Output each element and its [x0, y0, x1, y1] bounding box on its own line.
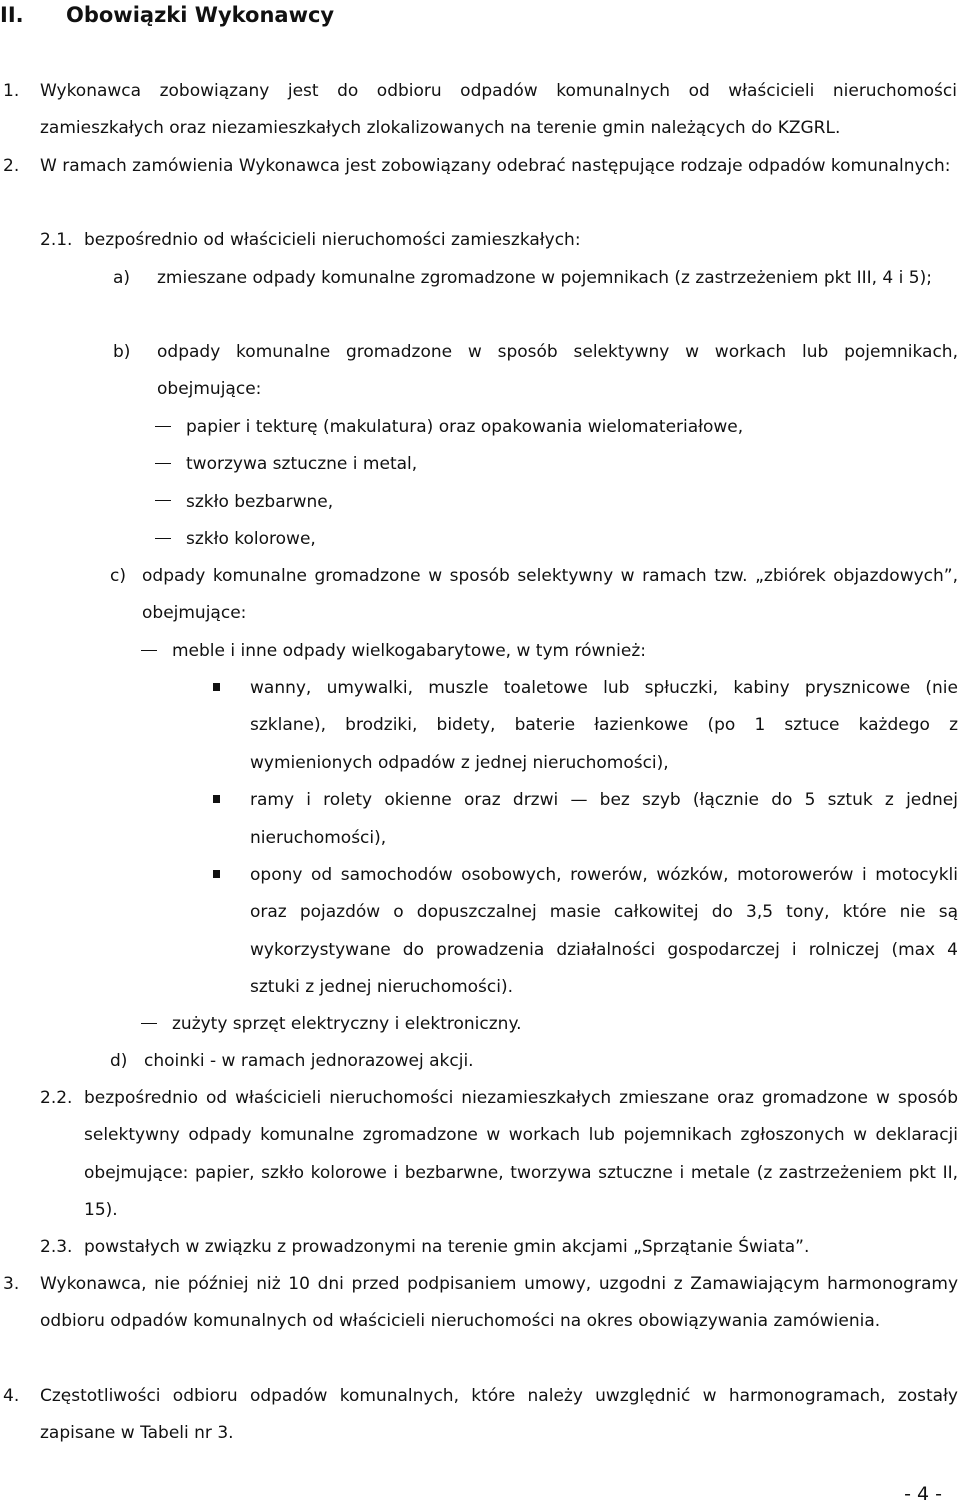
paragraph-2: [3, 148, 957, 185]
list-item: [155, 409, 955, 446]
item-c-dash-2-text: zużyty sprzęt elektryczny i elektroniczny.: [172, 1014, 522, 1034]
item-a-text: zmieszane odpady komunalne zgromadzone w pojemnikach (z zastrzeżeniem pkt III, 4 i 5);: [157, 268, 932, 288]
item-d-label: d): [110, 1051, 128, 1071]
square-bullet-icon: [213, 870, 220, 878]
list-item-text: szkło bezbarwne,: [186, 491, 334, 512]
item-c-dash-1: [141, 633, 958, 670]
dash-icon: [155, 463, 171, 464]
paragraph-3-text: Wykonawca, nie później niż 10 dni przed podpisaniem umowy, uzgodni z Zamawiającym harmonogramy odbioru odpadów komunalnych od właścicieli nieruchomości na okres obowiązywania zamówienia.: [40, 1274, 958, 1332]
paragraph-4-text: Częstotliwości odbioru odpadów komunalnych, które należy uwzględnić w harmonogramach, zostały zapisane w Tabeli nr 3.: [40, 1386, 958, 1444]
list-item: [155, 446, 955, 483]
paragraph-2-2-number: 2.2.: [40, 1088, 73, 1108]
paragraph-2-3: [40, 1229, 958, 1266]
list-item: [213, 782, 958, 857]
paragraph-2-2-text: bezpośrednio od właścicieli nieruchomości niezamieszkałych zmieszane oraz gromadzone w sposób selektywny odpady komunalne zgromadzone w workach lub pojemnikach zgłoszonych w deklaracji obejmujące: papier, szkło kolorowe i bezbarwne, tworzywa sztuczne i metale (z zastrzeżeniem pkt II, 15).: [84, 1088, 958, 1221]
item-d: [110, 1043, 958, 1080]
dash-bullet: [141, 1006, 172, 1043]
paragraph-4: [3, 1378, 958, 1453]
item-b-text: odpady komunalne gromadzone w sposób selektywny w workach lub pojemnikach, obejmujące:: [157, 342, 958, 400]
item-c-dash-1-text: meble i inne odpady wielkogabarytowe, w tym również:: [172, 641, 646, 661]
paragraph-2-1-number: 2.1.: [40, 230, 73, 250]
paragraph-2-number: 2.: [3, 156, 20, 176]
paragraph-1: [3, 73, 957, 148]
section-number: II.: [0, 3, 24, 27]
dash-icon: [155, 500, 171, 501]
list-item-text: wanny, umywalki, muszle toaletowe lub spłuczki, kabiny prysznicowe (nie szklane), brodziki, bidety, baterie łazienkowe (po 1 sztuce każdego z wymienionych odpadów z jednej nieruchomości),: [250, 678, 958, 773]
page-number: - 4 -: [904, 1483, 942, 1505]
list-item-text: ramy i rolety okienne oraz drzwi — bez szyb (łącznie do 5 sztuk z jednej nieruchomości),: [250, 790, 958, 848]
list-item-text: szkło kolorowe,: [186, 529, 316, 550]
list-item: [213, 857, 958, 1007]
dash-icon: [155, 426, 171, 427]
item-a: [113, 260, 958, 297]
dash-icon: [141, 1023, 157, 1024]
dash-bullet: [155, 446, 186, 483]
paragraph-4-number: 4.: [3, 1386, 20, 1406]
section-heading: [0, 0, 334, 30]
square-bullet-icon: [213, 795, 220, 803]
paragraph-2-1-text: bezpośrednio od właścicieli nieruchomości zamieszkałych:: [84, 230, 581, 250]
item-d-text: choinki - w ramach jednorazowej akcji.: [144, 1051, 474, 1071]
paragraph-2-1: [40, 222, 957, 259]
list-item: [155, 484, 955, 521]
dash-icon: [155, 538, 171, 539]
dash-bullet: [155, 521, 186, 558]
list-item: [213, 670, 958, 782]
paragraph-2-text: W ramach zamówienia Wykonawca jest zobowiązany odebrać następujące rodzaje odpadów komunalnych:: [40, 156, 951, 176]
item-c: [110, 558, 958, 633]
list-item-text: papier i tekturę (makulatura) oraz opakowania wielomateriałowe,: [186, 417, 744, 437]
item-c-sub-list: [213, 670, 958, 1007]
list-item-text: opony od samochodów osobowych, rowerów, wózków, motorowerów i motocykli oraz pojazdów o dopuszczalnej masie całkowitej do 3,5 tony, które nie są wykorzystywane do prowadzenia działalności gospodarczej i rolniczej (max 4 sztuki z jednej nieruchomości).: [250, 865, 958, 998]
item-c-dash-2: [141, 1006, 958, 1043]
section-title: Obowiązki Wykonawcy: [66, 3, 335, 27]
square-bullet-icon: [213, 683, 220, 691]
dash-bullet: [141, 633, 172, 670]
paragraph-3: [3, 1266, 958, 1341]
paragraph-1-text: Wykonawca zobowiązany jest do odbioru odpadów komunalnych od właścicieli nieruchomości zamieszkałych oraz niezamieszkałych zlokalizowanych na terenie gmin należących do KZGRL.: [40, 81, 957, 139]
dash-bullet: [155, 484, 186, 521]
item-a-label: a): [113, 268, 131, 288]
paragraph-1-number: 1.: [3, 81, 20, 101]
paragraph-3-number: 3.: [3, 1274, 20, 1294]
item-c-text: odpady komunalne gromadzone w sposób selektywny w ramach tzw. „zbiórek objazdowych”, obejmujące:: [142, 566, 958, 624]
square-bullet: [213, 782, 250, 857]
item-b-list: [155, 409, 955, 559]
dash-bullet: [155, 409, 186, 446]
square-bullet: [213, 857, 250, 1007]
paragraph-2-3-number: 2.3.: [40, 1237, 73, 1257]
list-item: [155, 521, 955, 558]
paragraph-2-3-text: powstałych w związku z prowadzonymi na terenie gmin akcjami „Sprzątanie Świata”.: [84, 1237, 810, 1257]
square-bullet: [213, 670, 250, 782]
item-c-label: c): [110, 566, 126, 586]
list-item-text: tworzywa sztuczne i metal,: [186, 454, 418, 475]
item-b-label: b): [113, 342, 131, 362]
dash-icon: [141, 650, 157, 651]
paragraph-2-2: [40, 1080, 958, 1230]
item-b: [113, 334, 958, 409]
